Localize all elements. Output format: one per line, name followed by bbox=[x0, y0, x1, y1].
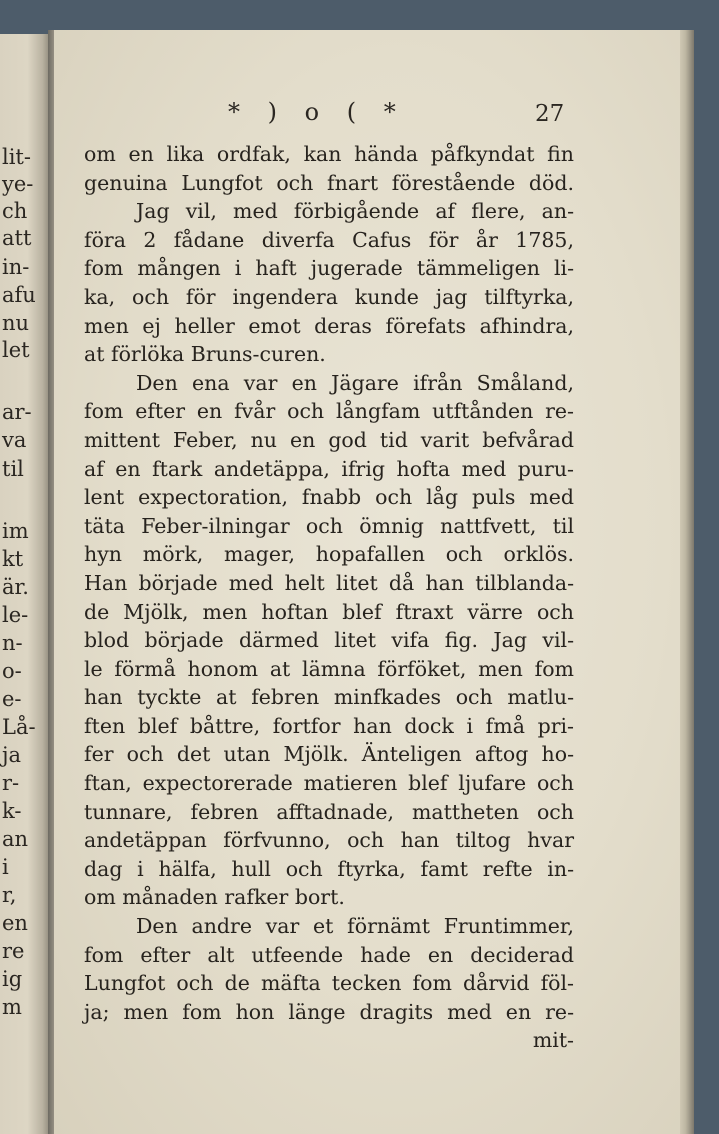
text-line: föra 2 fådane diverfa Cafus för år 1785, bbox=[84, 227, 574, 252]
fragment: ar- bbox=[2, 400, 32, 424]
running-head-ornament: * ) o ( * bbox=[228, 98, 406, 126]
fragment: Lå- bbox=[2, 715, 36, 739]
fragment: ja bbox=[2, 743, 22, 767]
text-line: le förmå honom at lämna förföket, men fom bbox=[84, 656, 574, 681]
text-line: de Mjölk, men hoftan blef ftraxt värre och bbox=[84, 599, 574, 624]
text-line: fom efter alt utfeende hade en deciderad bbox=[84, 942, 574, 967]
page-number: 27 bbox=[535, 101, 565, 127]
fragment: e- bbox=[2, 687, 22, 711]
fragment: i bbox=[2, 855, 9, 879]
text-line: Den ena var en Jägare ifrån Småland, bbox=[136, 370, 574, 395]
text-line: af en ftark andetäppa, ifrig hofta med puru- bbox=[84, 456, 574, 481]
text-line: blod började därmed litet vifa fig. Jag vil- bbox=[84, 628, 574, 653]
fragment: im bbox=[2, 519, 29, 543]
fragment: ye- bbox=[2, 172, 34, 196]
fragment: le- bbox=[2, 603, 29, 627]
text-line: lent expectoration, fnabb och låg puls med bbox=[84, 485, 574, 510]
fragment: ch bbox=[2, 199, 28, 223]
page-stack-edge bbox=[680, 30, 694, 1134]
fragment: ig bbox=[2, 967, 23, 991]
scanner-background-right bbox=[694, 30, 719, 1134]
text-line: fom mången i haft jugerade tämmeligen li- bbox=[84, 256, 574, 281]
text-line: om månaden rafker bort. bbox=[84, 885, 345, 910]
text-line: fom efter en fvår och långfam utftånden re- bbox=[84, 399, 574, 424]
fragment: en bbox=[2, 911, 28, 935]
text-line: täta Feber-ilningar och ömnig nattfvett, til bbox=[84, 513, 574, 538]
fragment: lit- bbox=[2, 145, 31, 169]
text-line: dag i hälfa, hull och ftyrka, famt refte in- bbox=[84, 856, 574, 881]
fragment: k- bbox=[2, 799, 22, 823]
text-line: genuina Lungfot och fnart förestående död. bbox=[84, 170, 574, 195]
text-line: tunnare, febren afftadnade, mattheten och bbox=[84, 799, 574, 824]
text-line: ften blef båttre, fortfor han dock i fmå pri- bbox=[84, 713, 574, 738]
catchword: mit- bbox=[532, 1028, 574, 1053]
fragment: va bbox=[2, 428, 27, 452]
fragment: an bbox=[2, 827, 29, 851]
fragment: kt bbox=[2, 547, 24, 571]
fragment: afu bbox=[2, 283, 36, 307]
text-line: ka, och för ingendera kunde jag tilftyrka, bbox=[84, 284, 574, 309]
text-line: om en lika ordfak, kan hända påfkyndat fin bbox=[84, 142, 574, 166]
scanner-background-top bbox=[0, 0, 719, 34]
text-line: Den andre var et förnämt Fruntimmer, bbox=[136, 914, 574, 939]
text-line: men ej heller emot deras förefats afhindra, bbox=[84, 313, 574, 338]
text-line: Han började med helt litet då han tilblanda- bbox=[84, 570, 574, 595]
fragment: in- bbox=[2, 255, 30, 279]
previous-page-text-fragments bbox=[0, 0, 46, 1134]
fragment: är. bbox=[2, 575, 29, 599]
text-line: Lungfot och de mäfta tecken fom dårvid föl- bbox=[84, 971, 574, 996]
fragment: til bbox=[2, 457, 24, 481]
fragment: att bbox=[2, 226, 32, 250]
fragment: o- bbox=[2, 659, 22, 683]
fragment: nu bbox=[2, 311, 30, 335]
fragment: m bbox=[2, 995, 22, 1019]
text-line: hyn mörk, mager, hopafallen och orklös. bbox=[84, 542, 574, 567]
text-line: at förlöka Bruns-curen. bbox=[84, 342, 326, 367]
page-body-text bbox=[84, 140, 574, 1055]
fragment: r- bbox=[2, 771, 20, 795]
fragment: let bbox=[2, 338, 30, 362]
text-line: andetäppan förfvunno, och han tiltog hvar bbox=[84, 828, 574, 853]
text-line: Jag vil, med förbigående af flere, an- bbox=[136, 199, 574, 224]
fragment: n- bbox=[2, 631, 23, 655]
fragment: r, bbox=[2, 883, 17, 907]
text-line: mittent Feber, nu en god tid varit befvårad bbox=[84, 427, 574, 452]
text-line: han tyckte at febren minfkades och matlu- bbox=[84, 685, 574, 710]
fragment: re bbox=[2, 939, 25, 963]
text-line: ftan, expectorerade matieren blef ljufare och bbox=[84, 771, 574, 796]
text-line: fer och det utan Mjölk. Änteligen aftog ho- bbox=[84, 742, 574, 767]
text-line: ja; men fom hon länge dragits med en re- bbox=[84, 999, 574, 1024]
